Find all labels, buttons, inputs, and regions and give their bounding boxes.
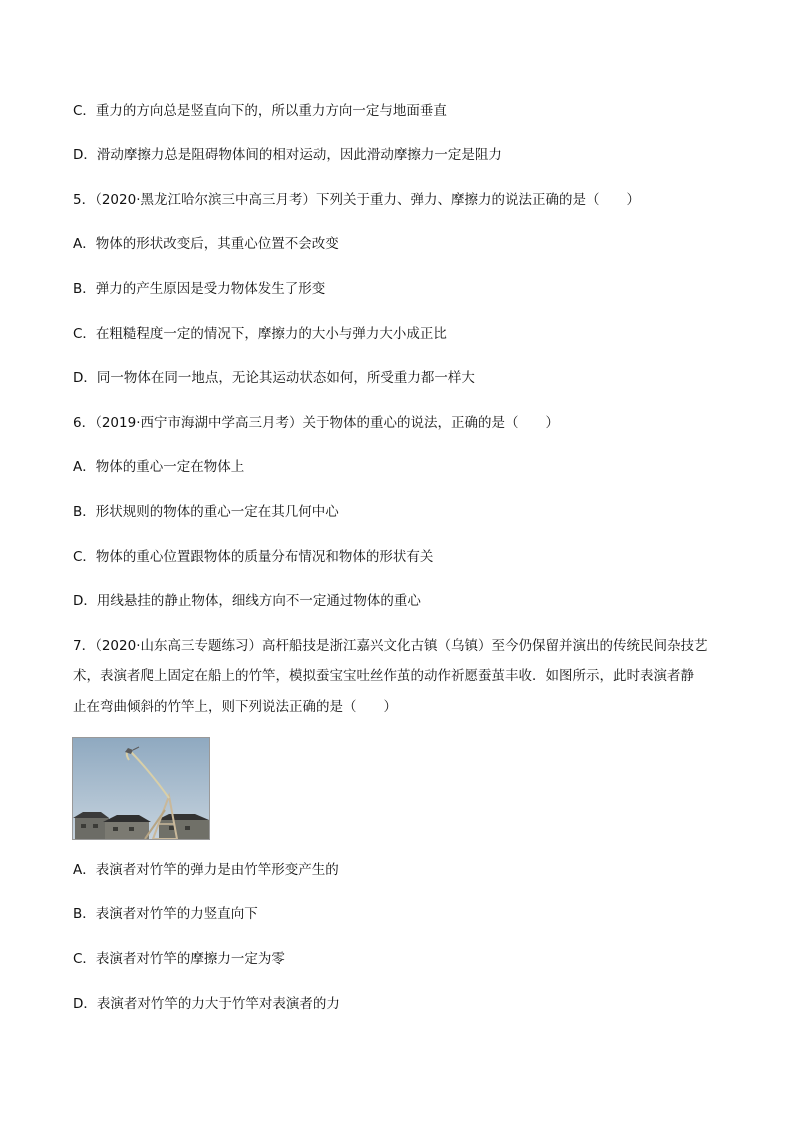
q6-option-a: A．物体的重心一定在物体上 (73, 459, 245, 475)
house-mid (105, 822, 149, 839)
q7-option-d: D．表演者对竹竿的力大于竹竿对表演者的力 (73, 996, 340, 1012)
q6-stem: 6．（2019·西宁市海湖中学高三月考）关于物体的重心的说法，正确的是（ ） (73, 415, 559, 431)
house-left (75, 818, 109, 839)
q7-option-c: C．表演者对竹竿的摩擦力一定为零 (73, 951, 285, 967)
q7-stem-line-1: 7．（2020·山东高三专题练习）高杆船技是浙江嘉兴文化古镇（乌镇）至今仍保留并演出的传统民间杂技艺 (73, 638, 708, 654)
q5-option-a: A．物体的形状改变后，其重心位置不会改变 (73, 236, 339, 252)
q5-option-b: B．弹力的产生原因是受力物体发生了形变 (73, 281, 326, 297)
q7-option-a: A．表演者对竹竿的弹力是由竹竿形变产生的 (73, 862, 339, 878)
q5-stem: 5．（2020·黑龙江哈尔滨三中高三月考）下列关于重力、弹力、摩擦力的说法正确的是（ ） (73, 192, 640, 208)
q6-option-d: D．用线悬挂的静止物体，细线方向不一定通过物体的重心 (73, 593, 421, 609)
bamboo-pole-photo (72, 737, 210, 840)
q5-option-c: C．在粗糙程度一定的情况下，摩擦力的大小与弹力大小成正比 (73, 326, 447, 342)
q5-option-d: D．同一物体在同一地点，无论其运动状态如何，所受重力都一样大 (73, 370, 475, 386)
q6-option-c: C．物体的重心位置跟物体的质量分布情况和物体的形状有关 (73, 549, 434, 565)
q7-option-b: B．表演者对竹竿的力竖直向下 (73, 906, 258, 922)
q4-option-c: C．重力的方向总是竖直向下的，所以重力方向一定与地面垂直 (73, 103, 447, 119)
q7-stem-line-2: 术，表演者爬上固定在船上的竹竿，模拟蚕宝宝吐丝作茧的动作祈愿蚕茧丰收．如图所示，此时表演者静 (73, 668, 694, 684)
q7-stem-line-3: 止在弯曲倾斜的竹竿上，则下列说法正确的是（ ） (73, 699, 397, 715)
q6-option-b: B．形状规则的物体的重心一定在其几何中心 (73, 504, 339, 520)
q4-option-d: D．滑动摩擦力总是阻碍物体间的相对运动，因此滑动摩擦力一定是阻力 (73, 147, 502, 163)
house-right (159, 820, 209, 839)
